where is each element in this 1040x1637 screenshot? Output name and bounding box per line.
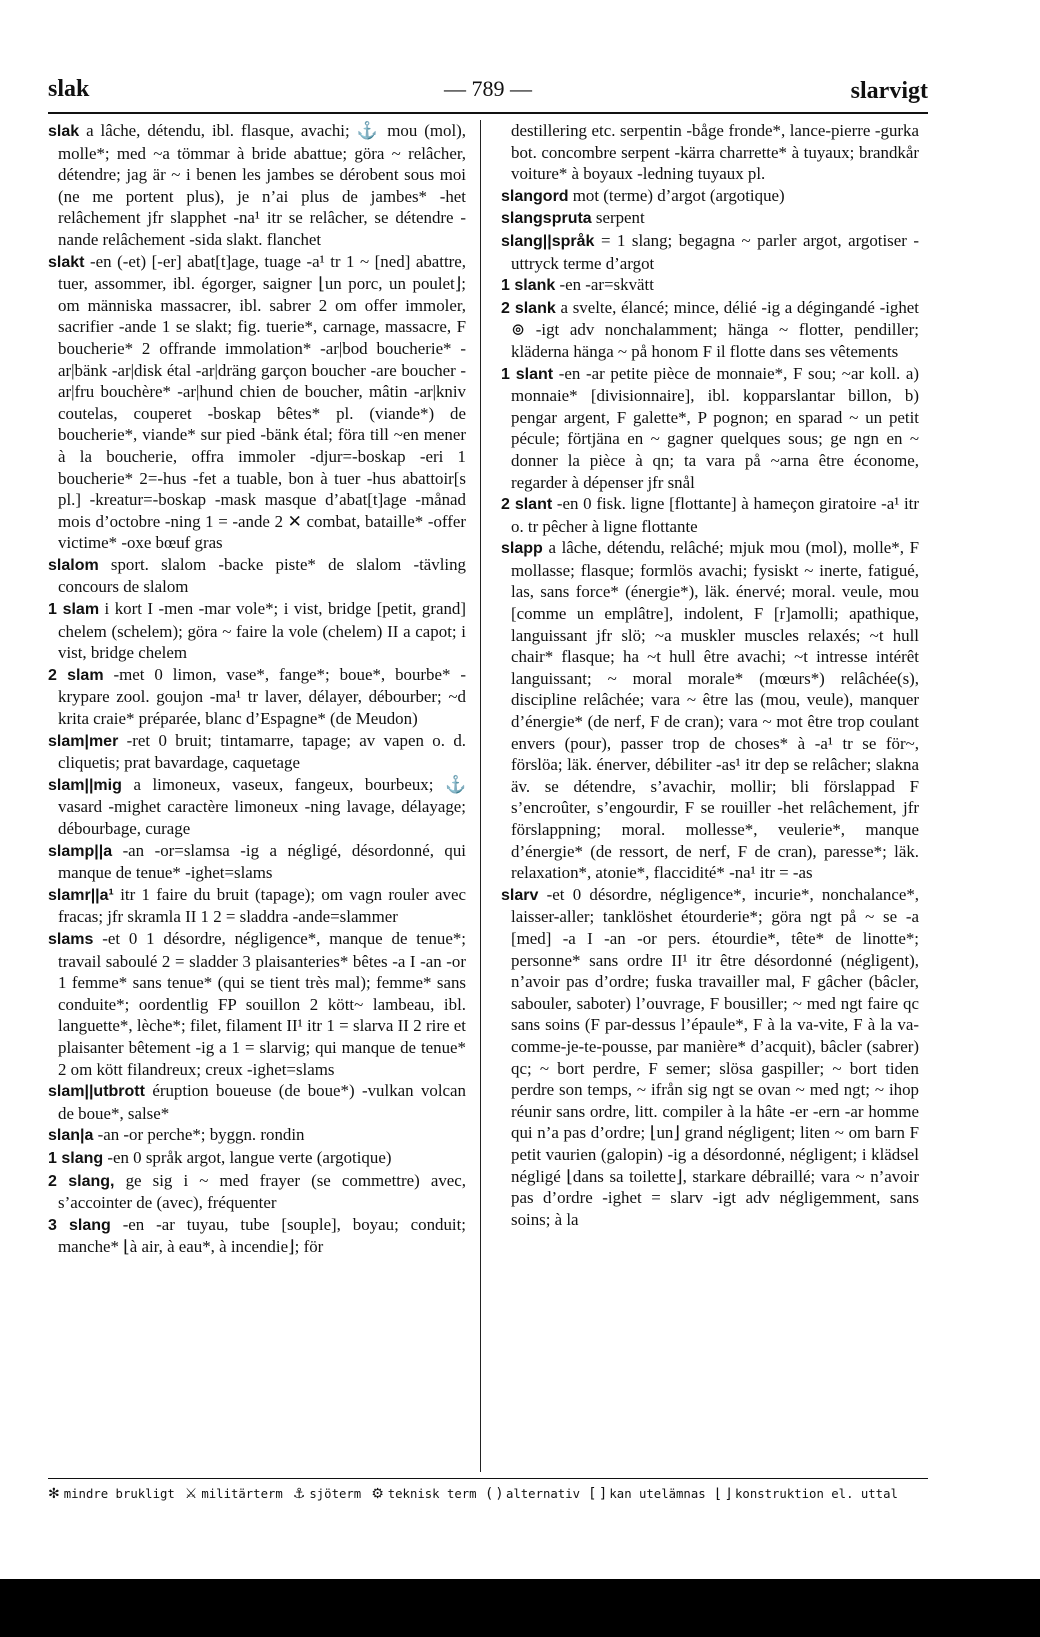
legend-item	[371, 1487, 476, 1501]
entry-headword: slamr||a¹	[48, 886, 114, 904]
entry-definition: -met 0 limon, vase*, fange*; boue*, bourbe* -krypare zool. goujon -ma¹ tr laver, délayer, débourber; ~d krita craie* préparée, blanc d’Espagne* (de Meudon)	[58, 664, 466, 729]
entry-headword: slarv	[501, 886, 539, 904]
dictionary-entry	[48, 1080, 466, 1124]
dictionary-entry	[48, 598, 466, 664]
entry-headword: 1 slant	[501, 365, 554, 383]
entry-headword: 2 slant	[501, 496, 553, 514]
entry-definition: -an -or=slamsa -ig a négligé, désordonné, qui manque de tenue* -ighet=slams	[58, 840, 466, 883]
legend-label: sjöterm	[309, 1487, 362, 1501]
entry-headword: 1 slam	[48, 601, 100, 619]
entry-definition: serpent	[595, 208, 645, 228]
legend-item	[48, 1487, 175, 1501]
entry-headword: slangord	[501, 187, 569, 205]
entry-headword: slalom	[48, 556, 99, 574]
crossed-swords-icon: ⚔	[184, 1486, 198, 1502]
dictionary-entry	[48, 251, 466, 554]
legend-item	[590, 1487, 706, 1501]
brackets-icon: [ ]	[590, 1486, 606, 1502]
dictionary-entry	[48, 1147, 466, 1170]
dictionary-entry	[48, 730, 466, 774]
running-head-left: slak	[48, 76, 90, 102]
entry-headword: 1 slank	[501, 277, 556, 295]
legend-label: alternativ	[505, 1487, 581, 1501]
entry-definition: -an -or perche*; byggn. rondin	[97, 1125, 305, 1145]
gear-icon: ⚙	[371, 1486, 384, 1502]
legend-label: teknisk term	[387, 1487, 477, 1501]
legend-item	[487, 1487, 580, 1501]
dictionary-entry	[48, 840, 466, 884]
entry-definition: = 1 slang; begagna ~ parler argot, argotiser -uttryck terme d’argot	[511, 230, 919, 273]
entry-definition: a lâche, détendu, ibl. flasque, avachi; ⚓ mou (mol), molle*; med ~a tömmar à bride abattue; göra ~ relâcher, détendre; jag är ~ i benen les jambes se dérobent sous moi (ne me portent plus), je n’ai plus de jambes* -het relâchement jfr slapphet -na¹ itr se relâcher, se détendre -nande relâchement -sida slakt. flanchet	[58, 121, 466, 249]
legend-label: militärterm	[201, 1487, 283, 1501]
entry-definition: a svelte, élancé; mince, délié -ig a dégingandé -ighet ⊚ -igt adv nonchalamment; hänga ~ flotter, pendiller; kläderna hänga ~ på honom F il flotte dans ses vêtements	[511, 297, 919, 361]
dictionary-entry	[48, 928, 466, 1080]
left-column	[48, 120, 466, 1258]
entry-definition: a lâche, détendu, relâché; mjuk mou (mol), molle*, F mollasse; flasque; formlös avachi; fysiskt ~ inerte, fatigué, las, sans force* (énergie*), läk. énervé; moral. veule, mou [comme un emplâtre], indolent, F [r]amolli; apathique, languissant jfr slö; ~a muskler muscles relaxés; ~t hull chair* flasque; ha ~t hull être avachi; ~t intresse intérêt languissant; ~ moral morale* (mœurs*) relâchée(s), discipline relâchée; vara ~ être las (mou, veule), manquer d’énergie* (de nerf, F de cran); vara ~ mot être trop coulant envers (pour), passer trop de choses* à -a¹ tr se för~, förslöa; läk. énerver, débiliter -as¹ itr dep se relâcher; slakna äv. se détendre, s’avachir, mollir; bli förslappad F s’encroûter, s’engourdir, F se rouiller -het relâchement, jfr förslappning; moral. mollesse*, veulerie*, manque d’énergie* (de ressort, de nerf, F de cran), paresse*; läk. relaxation*, atonie*, flaccidité* -na¹ itr = -as	[511, 538, 919, 883]
dictionary-entry	[48, 1214, 466, 1258]
entry-definition: mot (terme) d’argot (argotique)	[572, 185, 785, 205]
entry-definition: ge sig i ~ med frayer (se commettre) avec, s’accointer de (avec), fréquenter	[58, 1170, 466, 1213]
footer-rule	[48, 1478, 928, 1479]
entry-headword: slams	[48, 930, 94, 948]
legend-item	[293, 1487, 361, 1501]
dictionary-entry	[501, 297, 919, 363]
entry-headword: slam||utbrott	[48, 1083, 145, 1101]
entry-definition: -en 0 fisk. ligne [flottante] à hameçon giratoire -a¹ itr o. tr pêcher à ligne flottante	[511, 494, 919, 536]
entry-headword: slamp||a	[48, 842, 113, 860]
right-column	[501, 120, 919, 1230]
entry-definition: -en -ar=skvätt	[559, 275, 654, 295]
entry-definition: itr 1 faire du bruit (tapage); om vagn rouler avec fracas; jfr skramla II 1 2 = sladdra -ande=slammer	[58, 884, 466, 927]
anchor-icon: ⚓	[292, 1486, 306, 1502]
entry-headword: 2 slam	[48, 666, 104, 684]
dictionary-entry	[48, 774, 466, 840]
entry-headword: slan|a	[48, 1127, 94, 1145]
asterisk-icon: ✻	[48, 1486, 60, 1502]
entry-definition: -en 0 språk argot, langue verte (argotique)	[107, 1147, 392, 1167]
legend-label: kan utelämnas	[609, 1487, 706, 1501]
entry-headword: slak	[48, 123, 80, 140]
dictionary-entry	[48, 1124, 466, 1147]
entry-headword: 1 slang	[48, 1149, 104, 1167]
entry-headword: slam|mer	[48, 732, 119, 750]
dictionary-entry	[501, 274, 919, 297]
legend-item	[185, 1487, 283, 1501]
entry-definition: a limoneux, vaseux, fangeux, bourbeux; ⚓ vasard -mighet caractère limoneux -ning lavage, délayage; débourbage, curage	[58, 774, 466, 838]
entry-definition: -ret 0 bruit; tintamarre, tapage; av vapen o. d. cliquetis; prat bavardage, caquetage	[58, 730, 466, 773]
entry-headword: slapp	[501, 540, 543, 558]
page-header	[48, 76, 928, 116]
dictionary-entry	[501, 230, 919, 274]
dictionary-entry	[48, 120, 466, 251]
dictionary-entry	[501, 884, 919, 1231]
dictionary-entry	[501, 537, 919, 884]
entry-definition: -et 0 désordre, négligence*, incurie*, nonchalance*, laisser-aller; tanklöshet étourderie*; göra ngt på ~ se -a [med] -a I -an -or pers. étourdie*, tête* de linotte*; personne* sans ordre II¹ itr être désordonné (négligent), n’avoir pas d’ordre; fuska travailler mal, F gâcher (bâcler, sabouler, saboter) l’ouvrage, F bousiller; ~ med ngt faire qc sans soins (F par-dessus l’épaule*, F à la va-vite, F à la va-comme-je-te-pousse, par manière* d’acquit), bâcler (sabrer) qc; ~ bort perdre, F semer; slösa gaspiller; ~ bort tiden perdre son temps, ~ ifrån sig ngt se ovan ~ med ngt; ~ ihop réunir sans ordre, litt. compiler à la hâte -er -ern -ar homme qui n’a pas d’ordre; ⌊un⌋ grand négligent; liten ~ om barn F petit vaurien (galopin) -ig a désordonné, négligent; i klädsel négligé ⌊dans sa toilette⌋, starkare débraillé; vara ~ n’avoir pas d’ordre -ighet = slarv -igt adv négligemment, sans soins; à la	[511, 884, 919, 1229]
scan-border	[0, 1579, 1040, 1637]
entry-headword: 3 slang	[48, 1216, 111, 1234]
entry-headword: slam||mig	[48, 776, 122, 794]
entry-headword: 2 slang,	[48, 1172, 115, 1190]
entry-definition: -en -ar tuyau, tube [souple], boyau; conduit; manche* ⌊à air, à eau*, à incendie⌋; för	[58, 1214, 466, 1257]
column-divider	[480, 120, 481, 1472]
entry-definition: -en -ar petite pièce de monnaie*, F sou; ~ar koll. a) monnaie* [divisionnaire], ibl. kopparslantar billon, b) pengar argent, F galette*, P pognon; en sparad ~ un petit pécule; förtjäna en ~ gagner quelques sous; ge ngn en ~ donner la pièce à qn; ta vara på ~arna être économe, regarder à dépenser jfr snål	[511, 363, 919, 492]
entry-definition: i kort I -men -mar vole*; i vist, bridge [petit, grand] chelem (schelem); göra ~ faire la vole (chelem) II a capot; i vist, bridge chelem	[58, 599, 467, 663]
corner-brackets-icon: ⌊ ⌋	[715, 1486, 732, 1502]
entry-definition: -en (-et) [-er] abat[t]age, tuage -a¹ tr 1 ~ [ned] abattre, tuer, assommer, ibl. égorger, saigner ⌊un porc, un poulet⌋; om människa massacrer, ibl. sabrer 2 om offer immoler, sacrifier -ande 1 se slakt; fig. tuerie*, carnage, massacre, F boucherie* 2 offrande immolation* -ar|bod boucherie* -ar|bänk -ar|disk étal -ar|dräng garçon boucher -are boucher -ar|fru bouchère* -ar|hund chien de boucher, mâtin -ar|kniv coutelas, couperet -boskap bêtes* pl. (viande*) de boucherie*, viande* sur pied -bänk étal; föra till ~en mener à la boucherie, offra immoler -djur=-boskap -eri 1 boucherie* 2=-hus -fet a tuable, bon à tuer -hus abattoir[s pl.] -kreatur=-boskap -mask masque d’abat[t]age -månad mois d’octobre -ning 1 = -ande 2 ✕ combat, bataille* -offer victime* -oxe bœuf gras	[58, 251, 466, 553]
entry-definition: éruption boueuse (de boue*) -vulkan volcan de boue*, salse*	[58, 1081, 466, 1123]
header-rule	[48, 112, 928, 114]
dictionary-entry	[48, 554, 466, 598]
entry-headword: 2 slank	[501, 299, 556, 317]
parentheses-icon: ( )	[486, 1486, 502, 1502]
entry-headword: slakt	[48, 253, 85, 271]
dictionary-entry	[501, 363, 919, 494]
dictionary-entry	[48, 664, 466, 730]
legend-item	[716, 1487, 898, 1501]
running-head-right: slarvigt	[850, 78, 928, 104]
dictionary-entry	[48, 884, 466, 928]
dictionary-entry	[48, 1170, 466, 1214]
page-number: — 789 —	[444, 76, 532, 101]
legend-label: konstruktion el. uttal	[735, 1487, 898, 1501]
entry-headword: slang||språk	[501, 232, 595, 250]
abbreviation-legend	[48, 1486, 928, 1502]
entry-definition: sport. slalom -backe piste* de slalom -tävling concours de slalom	[58, 554, 466, 597]
dictionary-entry	[501, 493, 919, 537]
legend-label: mindre brukligt	[63, 1487, 175, 1501]
dictionary-entry	[501, 207, 919, 230]
dictionary-entry	[501, 185, 919, 208]
entry-definition: -et 0 1 désordre, négligence*, manque de tenue*; travail saboulé 2 = sladder 3 plaisanteries* bêtes -a I -an -or 1 femme* sans tenue* (qui se tient très mal); femme* sans conduite*; oordentlig FP souillon 2 kött~ lambeau, ibl. languette*, lèche*; filet, filament II¹ itr 1 = slarva II 2 rire et plaisanter bêtement -ig a 1 = slarvig; qui manque de tenue* 2 om kött filandreux; creux -ighet=slams	[58, 928, 466, 1079]
continued-entry: destillering etc. serpentin -båge fronde*, lance-pierre -gurka bot. concombre serpent -kärra charrette* à tuyaux; brandkår voiture* à boyaux -ledning tuyaux pl.	[511, 121, 919, 184]
entry-headword: slangspruta	[501, 210, 592, 228]
